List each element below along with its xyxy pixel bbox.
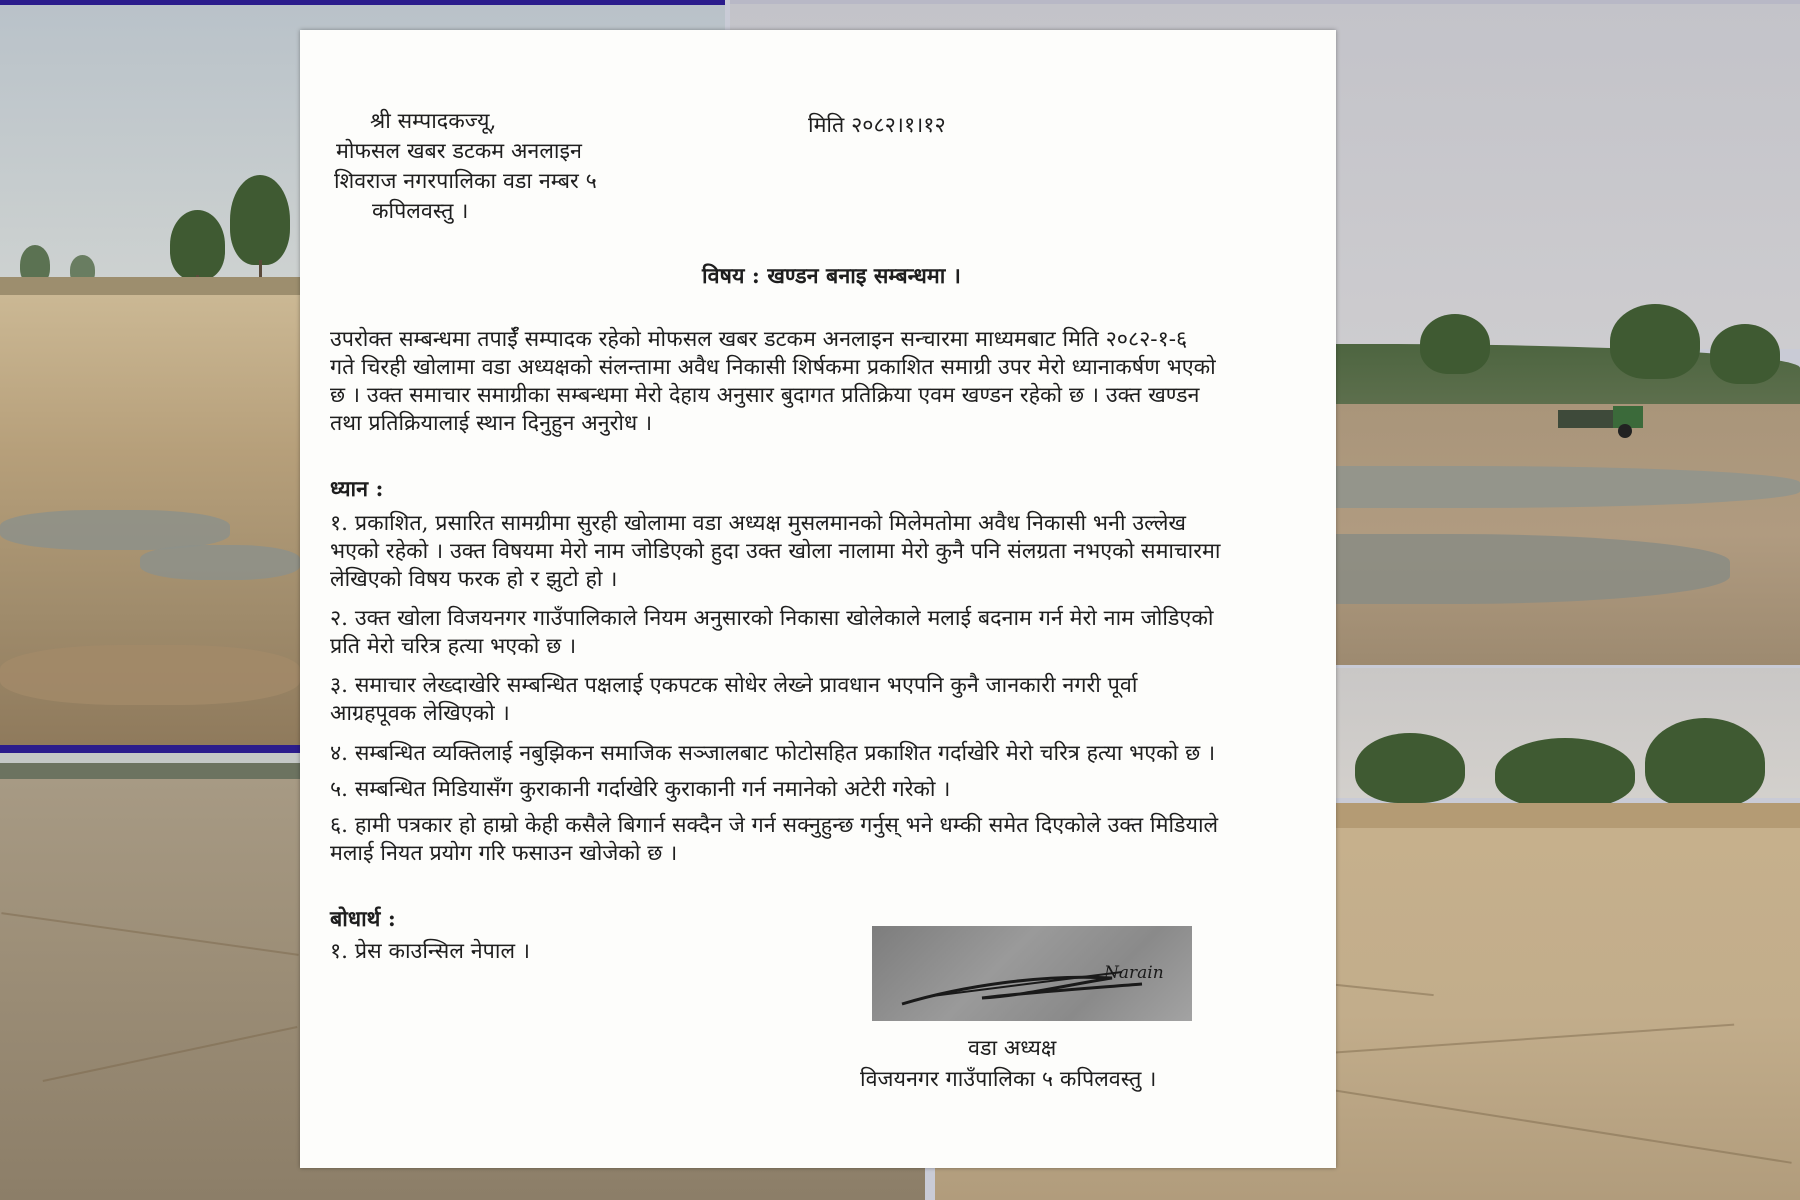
addressee-line: शिवराज नगरपालिका वडा नम्बर ५ [334, 169, 597, 194]
point-line: ३. समाचार लेख्दाखेरि सम्बन्धित पक्षलाई एकपटक सोधेर लेख्ने प्रावधान भएपनि कुनै जानकारी नगरी पूर्वा [330, 673, 1138, 698]
point-line: प्रति मेरो चरित्र हत्या भएको छ । [330, 634, 577, 659]
letter-subject: विषय : खण्डन बनाइ सम्बन्धमा । [702, 264, 961, 289]
signature-scribble [872, 926, 1192, 1021]
point-line: ६. हामी पत्रकार हो हाम्रो केही कसैले बिगार्न सक्दैन जे गर्न सक्नुहुन्छ गर्नुस् भने धम्की समेत दिएकोले उक्त मिडियाले [330, 813, 1219, 838]
point-line: ४. सम्बन्धित व्यक्तिलाई नबुझिकन समाजिक सञ्जालबाट फोटोसहित प्रकाशित गर्दाखेरि मेरो चरित्र हत्या भएको छ । [330, 741, 1216, 766]
signatory-title: वडा अध्यक्ष [968, 1036, 1057, 1061]
point-line: लेखिएको विषय फरक हो र झुटो हो । [330, 567, 618, 592]
cc-heading: बोधार्थ : [330, 907, 396, 932]
point-line: मलाई नियत प्रयोग गरि फसाउन खोजेको छ । [330, 841, 678, 866]
tractor [1558, 406, 1648, 436]
signatory-office: विजयनगर गाउँपालिका ५ कपिलवस्तु । [860, 1067, 1157, 1092]
letter-document [300, 30, 1336, 1168]
letter-date: मिति २०८२।१।१२ [808, 113, 946, 138]
point-line: भएको रहेको । उक्त विषयमा मेरो नाम जोडिएको हुदा उक्त खोला नालामा मेरो कुनै पनि संलग्रता नभएको समाचारमा [330, 539, 1221, 564]
intro-line: तथा प्रतिक्रियालाई स्थान दिनुहुन अनुरोध । [330, 411, 653, 436]
point-line: २. उक्त खोला विजयनगर गाउँपालिकाले नियम अनुसारको निकासा खोलेकाले मलाई बदनाम गर्न मेरो नाम जोडिएको [330, 606, 1214, 631]
addressee-line: मोफसल खबर डटकम अनलाइन [336, 139, 582, 164]
intro-line: गते चिरही खोलामा वडा अध्यक्षको संलन्तामा अवैध निकासी शिर्षकमा प्रकाशित समाग्री उपर मेरो ध्यानाकर्षण भएको [330, 355, 1216, 380]
point-line: ५. सम्बन्धित मिडियासँग कुराकानी गर्दाखेरि कुराकानी गर्न नमानेको अटेरी गरेको । [330, 777, 951, 802]
points-heading: ध्यान : [330, 477, 384, 502]
addressee-line: श्री सम्पादकज्यू, [370, 109, 497, 134]
point-line: आग्रहपूवक लेखिएको । [330, 701, 510, 726]
point-line: १. प्रकाशित, प्रसारित सामग्रीमा सुरही खोलामा वडा अध्यक्ष मुसलमानको मिलेमतोमा अवैध निकासी भनी उल्लेख [330, 511, 1187, 536]
signature-stamp [872, 926, 1192, 1021]
intro-line: छ । उक्त समाचार समाग्रीका सम्बन्धमा मेरो देहाय अनुसार बुदागत प्रतिक्रिया एवम खण्डन रहेको छ । उक्त खण्डन [330, 383, 1200, 408]
addressee-line: कपिलवस्तु । [372, 199, 469, 224]
cc-item: १. प्रेस काउन्सिल नेपाल । [330, 939, 531, 964]
signature-text: Narain [1104, 963, 1164, 983]
intro-line: उपरोक्त सम्बन्धमा तपाईँ सम्पादक रहेको मोफसल खबर डटकम अनलाइन सन्चारमा माध्यमबाट मिति २०८२-१-६ [330, 327, 1188, 352]
